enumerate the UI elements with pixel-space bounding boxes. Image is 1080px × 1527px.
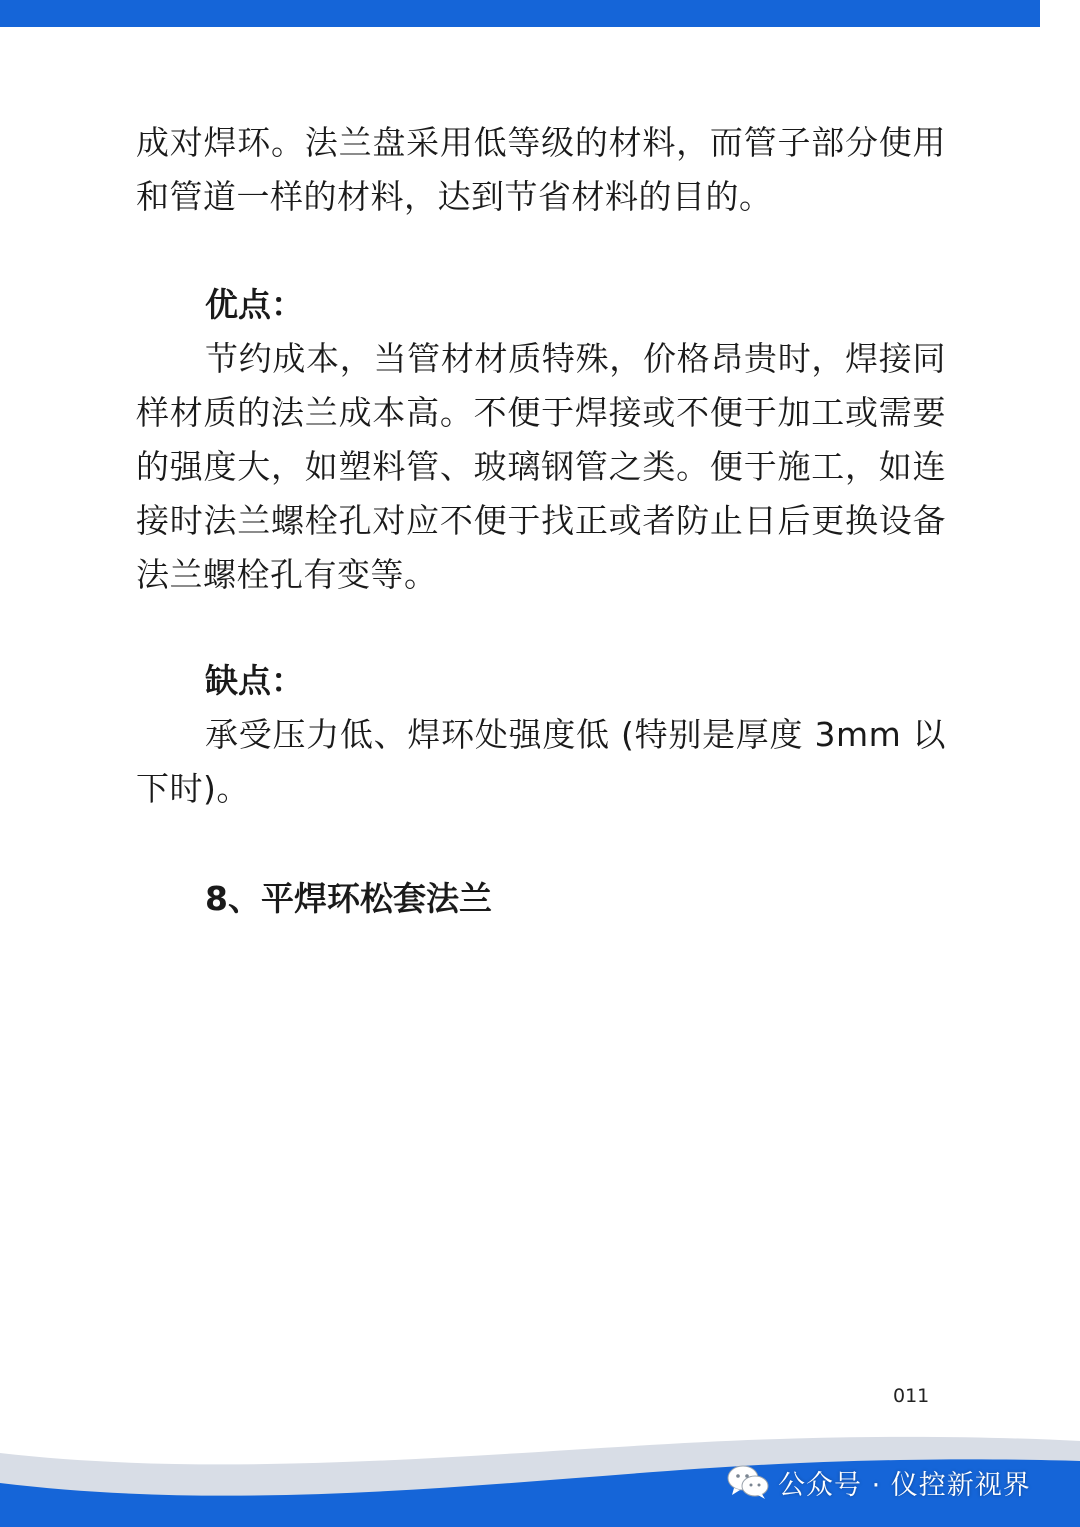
intro-paragraph: 成对焊环。法兰盘采用低等级的材料，而管子部分使用和管道一样的材料，达到节省材料的目的。 [136, 123, 946, 216]
advantages-paragraph: 节约成本，当管材材质特殊，价格昂贵时，焊接同样材质的法兰成本高。不便于焊接或不便于加工或需要的强度大，如塑料管、玻璃钢管之类。便于施工，如连接时法兰螺栓孔对应不便于找正或者防止日后更换设备法兰螺栓孔有变等。 [136, 339, 946, 594]
disadvantages-paragraph: 承受压力低、焊环处强度低 (特别是厚度 3mm 以下时)。 [136, 715, 946, 808]
section-heading: 8、平焊环松套法兰 [205, 879, 492, 918]
spacer [136, 224, 946, 278]
page-number: 011 [893, 1385, 930, 1407]
spacer [136, 816, 946, 872]
wechat-icon [726, 1464, 770, 1500]
wechat-watermark [726, 1462, 1031, 1502]
watermark-text: 公众号 · 仪控新视界 [778, 1469, 1031, 1501]
advantages-heading: 优点： [205, 285, 304, 324]
top-accent-bar [0, 0, 1040, 27]
document-body [136, 116, 946, 926]
disadvantages-heading: 缺点： [205, 661, 304, 700]
spacer [136, 602, 946, 654]
